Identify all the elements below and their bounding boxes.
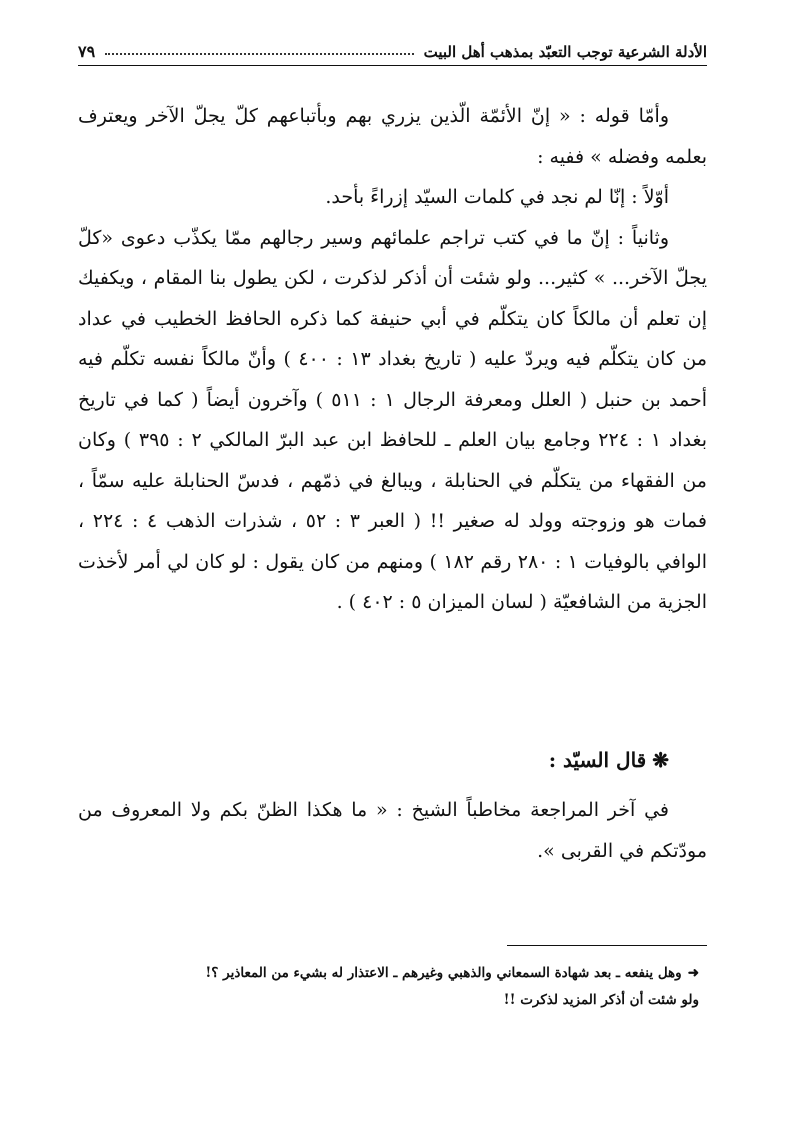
footnote-line-2: ولو شئت أن أذكر المزيد لذكرت !! xyxy=(503,992,699,1008)
page-number: ٧٩ xyxy=(78,42,96,61)
main-text xyxy=(78,96,707,623)
footnotes xyxy=(78,960,707,1014)
footnote-divider xyxy=(507,945,707,946)
section-quote xyxy=(78,790,707,871)
paragraph-quote-intro: وأمّا قوله : « إنّ الأئمّة الّذين يزري بهم وبأتباعهم كلّ يجلّ الآخر ويعترف بعلمه وفضله » ففيه : xyxy=(78,105,707,168)
quote-paragraph: في آخر المراجعة مخاطباً الشيخ : « ما هكذا الظنّ بكم ولا المعروف من مودّتكم في القربى ». xyxy=(78,799,707,862)
section-heading-text: قال السيّد : xyxy=(548,748,647,772)
paragraph-second-point: وثانياً : إنّ ما في كتب تراجم علمائهم وسير رجالهم ممّا يكذّب دعوى «كلّ يجلّ الآخر... » كثير... ولو شئت أن أذكر لذكرت ، لكن يطول بنا المقام ، ويكفيك إن تعلم أن مالكاً كان يتكلّم في أبي حنيفة كما ذكره الحافظ الخطيب في عداد من كان يتكلّم فيه ويردّ عليه ( تاريخ بغداد ١٣ : ٤٠٠ ) وأنّ مالكاً نفسه تكلّم فيه أحمد بن حنبل ( العلل ومعرفة الرجال ١ : ٥١١ ) وآخرون أيضاً ( كما في تاريخ بغداد ١ : ٢٢٤ وجامع بيان العلم ـ للحافظ ابن عبد البرّ المالكي ٢ : ٣٩٥ ) وكان من الفقهاء من يتكلّم في الحنابلة ، ويبالغ في ذمّهم ، فدسّ الحنابلة عليه سمّاً ، فمات هو وزوجته وولد له صغير !! ( العبر ٣ : ٥٢ ، شذرات الذهب ٤ : ٢٢٤ ، الوافي بالوفيات ١ : ٢٨٠ رقم ١٨٢ ) ومنهم من كان يقول : لو كان لي أمر لأخذت الجزية من الشافعيّة ( لسان الميزان ٥ : ٤٠٢ ) . xyxy=(78,226,708,613)
paragraph-first-point: أوّلاً : إنّا لم نجد في كلمات السيّد إزراءً بأحد. xyxy=(325,186,669,208)
running-header xyxy=(78,30,707,66)
section-heading xyxy=(78,742,707,778)
header-dot-leader xyxy=(105,53,413,55)
star-icon: ❋ xyxy=(652,748,669,772)
arrow-icon: ➜ xyxy=(687,965,699,981)
footnote-text-1: وهل ينفعه ـ بعد شهادة السمعاني والذهبي وغيرهم ـ الاعتذار له بشيء من المعاذير ؟! xyxy=(205,965,682,981)
running-title: الأدلة الشرعية توجب التعبّد بمذهب أهل البيت xyxy=(423,43,707,61)
footnote-line-1 xyxy=(78,960,707,987)
